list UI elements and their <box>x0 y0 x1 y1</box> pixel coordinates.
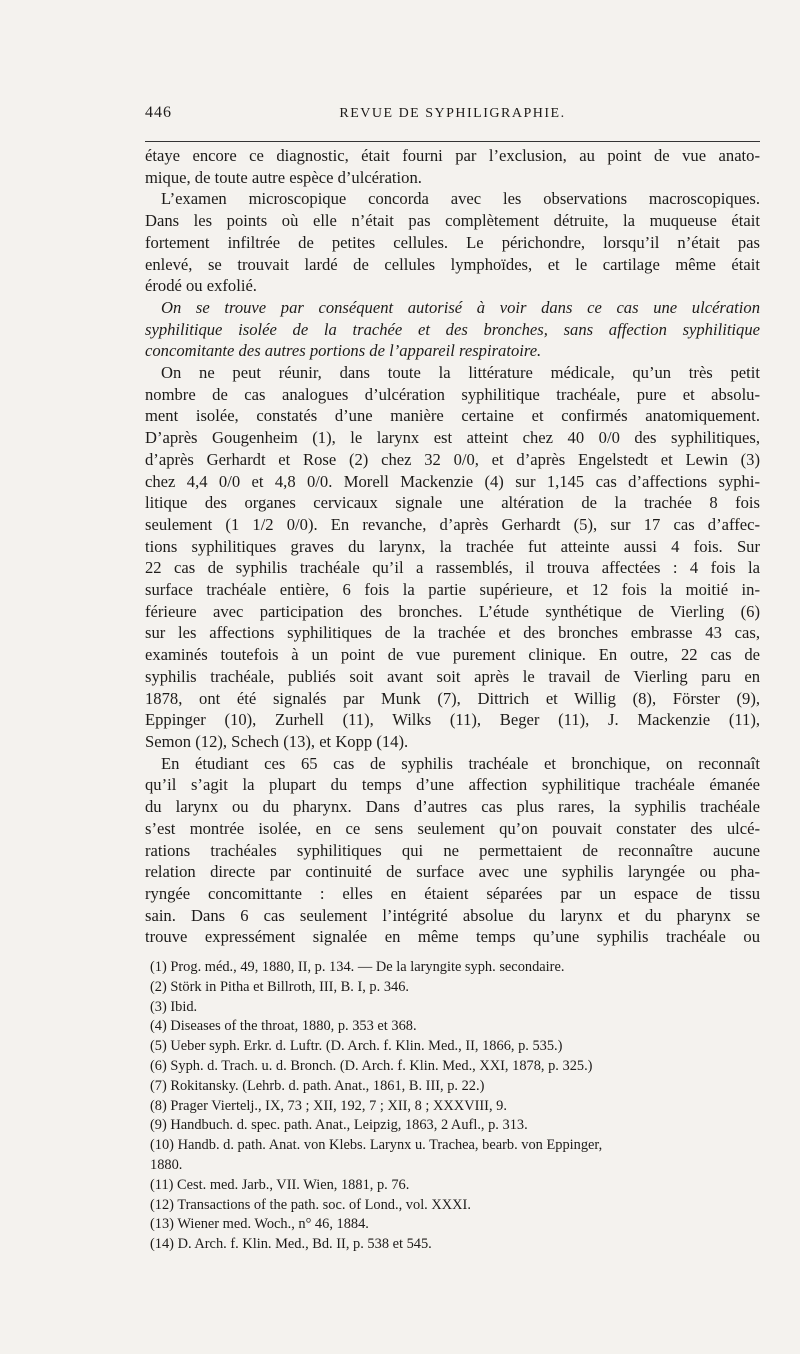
body-line: concomitante des autres portions de l’appareil respiratoire. <box>145 341 542 361</box>
body-line: s’est montrée isolée, en ce sens seulement qu’on pouvait constater des ulcé- <box>145 818 760 838</box>
body-line: 22 cas de syphilis trachéale qu’il a rassemblés, il trouva affectées : 4 fois la <box>145 558 760 578</box>
header-rule <box>145 141 760 142</box>
body-line: relation directe par continuité de surface avec une syphilis laryngée ou pha- <box>145 862 760 882</box>
footnote: (4) Diseases of the throat, 1880, p. 353 et 368. <box>150 1018 417 1035</box>
footnote: (14) D. Arch. f. Klin. Med., Bd. II, p. 538 et 545. <box>150 1236 432 1253</box>
body-line: étaye encore ce diagnostic, était fourni par l’exclusion, au point de vue anato- <box>145 146 760 165</box>
body-line: examinés toutefois à un point de vue purement clinique. En outre, 22 cas de <box>145 645 760 665</box>
body-line: L’examen microscopique concorda avec les observations macroscopiques. <box>161 189 760 209</box>
body-line: En étudiant ces 65 cas de syphilis trachéale et bronchique, on reconnaît <box>161 753 760 773</box>
body-line: d’après Gerhardt et Rose (2) chez 32 0/0, et d’après Engelstedt et Lewin (3) <box>145 449 760 469</box>
footnote: (12) Transactions of the path. soc. of Lond., vol. XXXI. <box>150 1196 471 1213</box>
body-line: On ne peut réunir, dans toute la littérature médicale, qu’un très petit <box>161 363 760 383</box>
body-line: mique, de toute autre espèce d’ulcération. <box>145 167 422 187</box>
footnote-continuation: 1880. <box>150 1156 183 1173</box>
footnotes <box>150 958 760 1255</box>
body-line: surface trachéale entière, 6 fois la partie supérieure, et 12 fois la moitié in- <box>145 580 760 600</box>
footnote: (3) Ibid. <box>150 998 198 1015</box>
running-title: REVUE DE SYPHILIGRAPHIE. <box>339 106 566 121</box>
running-header <box>145 104 760 134</box>
body-line: Eppinger (10), Zurhell (11), Wilks (11), Beger (11), J. Mackenzie (11), <box>145 710 760 730</box>
body-line: sain. Dans 6 cas seulement l’intégrité absolue du larynx et du pharynx se <box>145 905 760 925</box>
body-text <box>145 145 760 948</box>
footnote: (10) Handb. d. path. Anat. von Klebs. Larynx u. Trachea, bearb. von Eppinger, <box>150 1137 603 1154</box>
footnote: (1) Prog. méd., 49, 1880, II, p. 134. — De la laryngite syph. secondaire. <box>150 959 565 975</box>
footnote: (11) Cest. med. Jarb., VII. Wien, 1881, p. 76. <box>150 1176 410 1193</box>
body-line: qu’il s’agit la plupart du temps d’une affection syphilitique trachéale émanée <box>145 775 760 795</box>
body-line: 1878, ont été signalés par Munk (7), Dittrich et Willig (8), Förster (9), <box>145 688 760 708</box>
body-line: érodé ou exfolié. <box>145 276 257 296</box>
body-line: Dans les points où elle n’était pas complètement détruite, la muqueuse était <box>145 211 760 231</box>
body-line: seulement (1 1/2 0/0). En revanche, d’après Gerhardt (5), sur 17 cas d’affec- <box>145 514 760 534</box>
body-line: tions syphilitiques graves du larynx, la trachée fut atteinte aussi 4 fois. Sur <box>145 536 760 556</box>
body-line: ment isolée, constatés d’une manière certaine et confirmés anatomiquement. <box>145 406 760 426</box>
body-line: trouve expressément signalée en même temps qu’une syphilis trachéale ou <box>145 927 760 947</box>
body-line: syphilis trachéale, publiés soit avant soit après le travail de Vierling paru en <box>145 666 760 686</box>
body-line: sur les affections syphilitiques de la trachée et des bronches embrasse 43 cas, <box>145 623 760 643</box>
page-number: 446 <box>145 104 172 121</box>
footnote: (5) Ueber syph. Erkr. d. Luftr. (D. Arch. f. Klin. Med., II, 1866, p. 535.) <box>150 1038 563 1055</box>
body-line: du larynx ou du pharynx. Dans d’autres cas plus rares, la syphilis trachéale <box>145 797 760 817</box>
body-line: rations trachéales syphilitiques qui ne permettaient de reconnaître aucune <box>145 840 760 860</box>
footnote: (6) Syph. d. Trach. u. d. Bronch. (D. Arch. f. Klin. Med., XXI, 1878, p. 325.) <box>150 1057 593 1074</box>
footnote: (8) Prager Viertelj., IX, 73 ; XII, 192, 7 ; XII, 8 ; XXXVIII, 9. <box>150 1097 507 1114</box>
body-line: syphilitique isolée de la trachée et des bronches, sans affection syphilitique <box>145 319 760 339</box>
body-line: nombre de cas analogues d’ulcération syphilitique trachéale, pure et absolu- <box>145 384 760 404</box>
body-line: férieure avec participation des bronches. L’étude synthétique de Vierling (6) <box>145 601 760 621</box>
body-line: On se trouve par conséquent autorisé à voir dans ce cas une ulcération <box>161 297 760 317</box>
body-line: enlevé, se trouvait lardé de cellules lymphoïdes, et le cartilage même était <box>145 254 760 274</box>
body-line: Semon (12), Schech (13), et Kopp (14). <box>145 731 409 751</box>
body-line: D’après Gougenheim (1), le larynx est atteint chez 40 0/0 des syphilitiques, <box>145 428 760 448</box>
body-line: chez 4,4 0/0 et 4,8 0/0. Morell Mackenzie (4) sur 1,145 cas d’affections syphi- <box>145 471 760 491</box>
footnote: (2) Störk in Pitha et Billroth, III, B. I, p. 346. <box>150 978 410 995</box>
body-line: litique des organes cervicaux signale une altération de la trachée 8 fois <box>145 493 760 513</box>
footnote: (9) Handbuch. d. spec. path. Anat., Leipzig, 1863, 2 Aufl., p. 313. <box>150 1117 528 1134</box>
body-line: fortement infiltrée de petites cellules. Le périchondre, lorsqu’il n’était pas <box>145 232 760 252</box>
footnote: (7) Rokitansky. (Lehrb. d. path. Anat., 1861, B. III, p. 22.) <box>150 1077 485 1094</box>
body-line: ryngée concomittante : elles en étaient séparées par un espace de tissu <box>145 883 760 903</box>
footnote: (13) Wiener med. Woch., n° 46, 1884. <box>150 1216 369 1233</box>
